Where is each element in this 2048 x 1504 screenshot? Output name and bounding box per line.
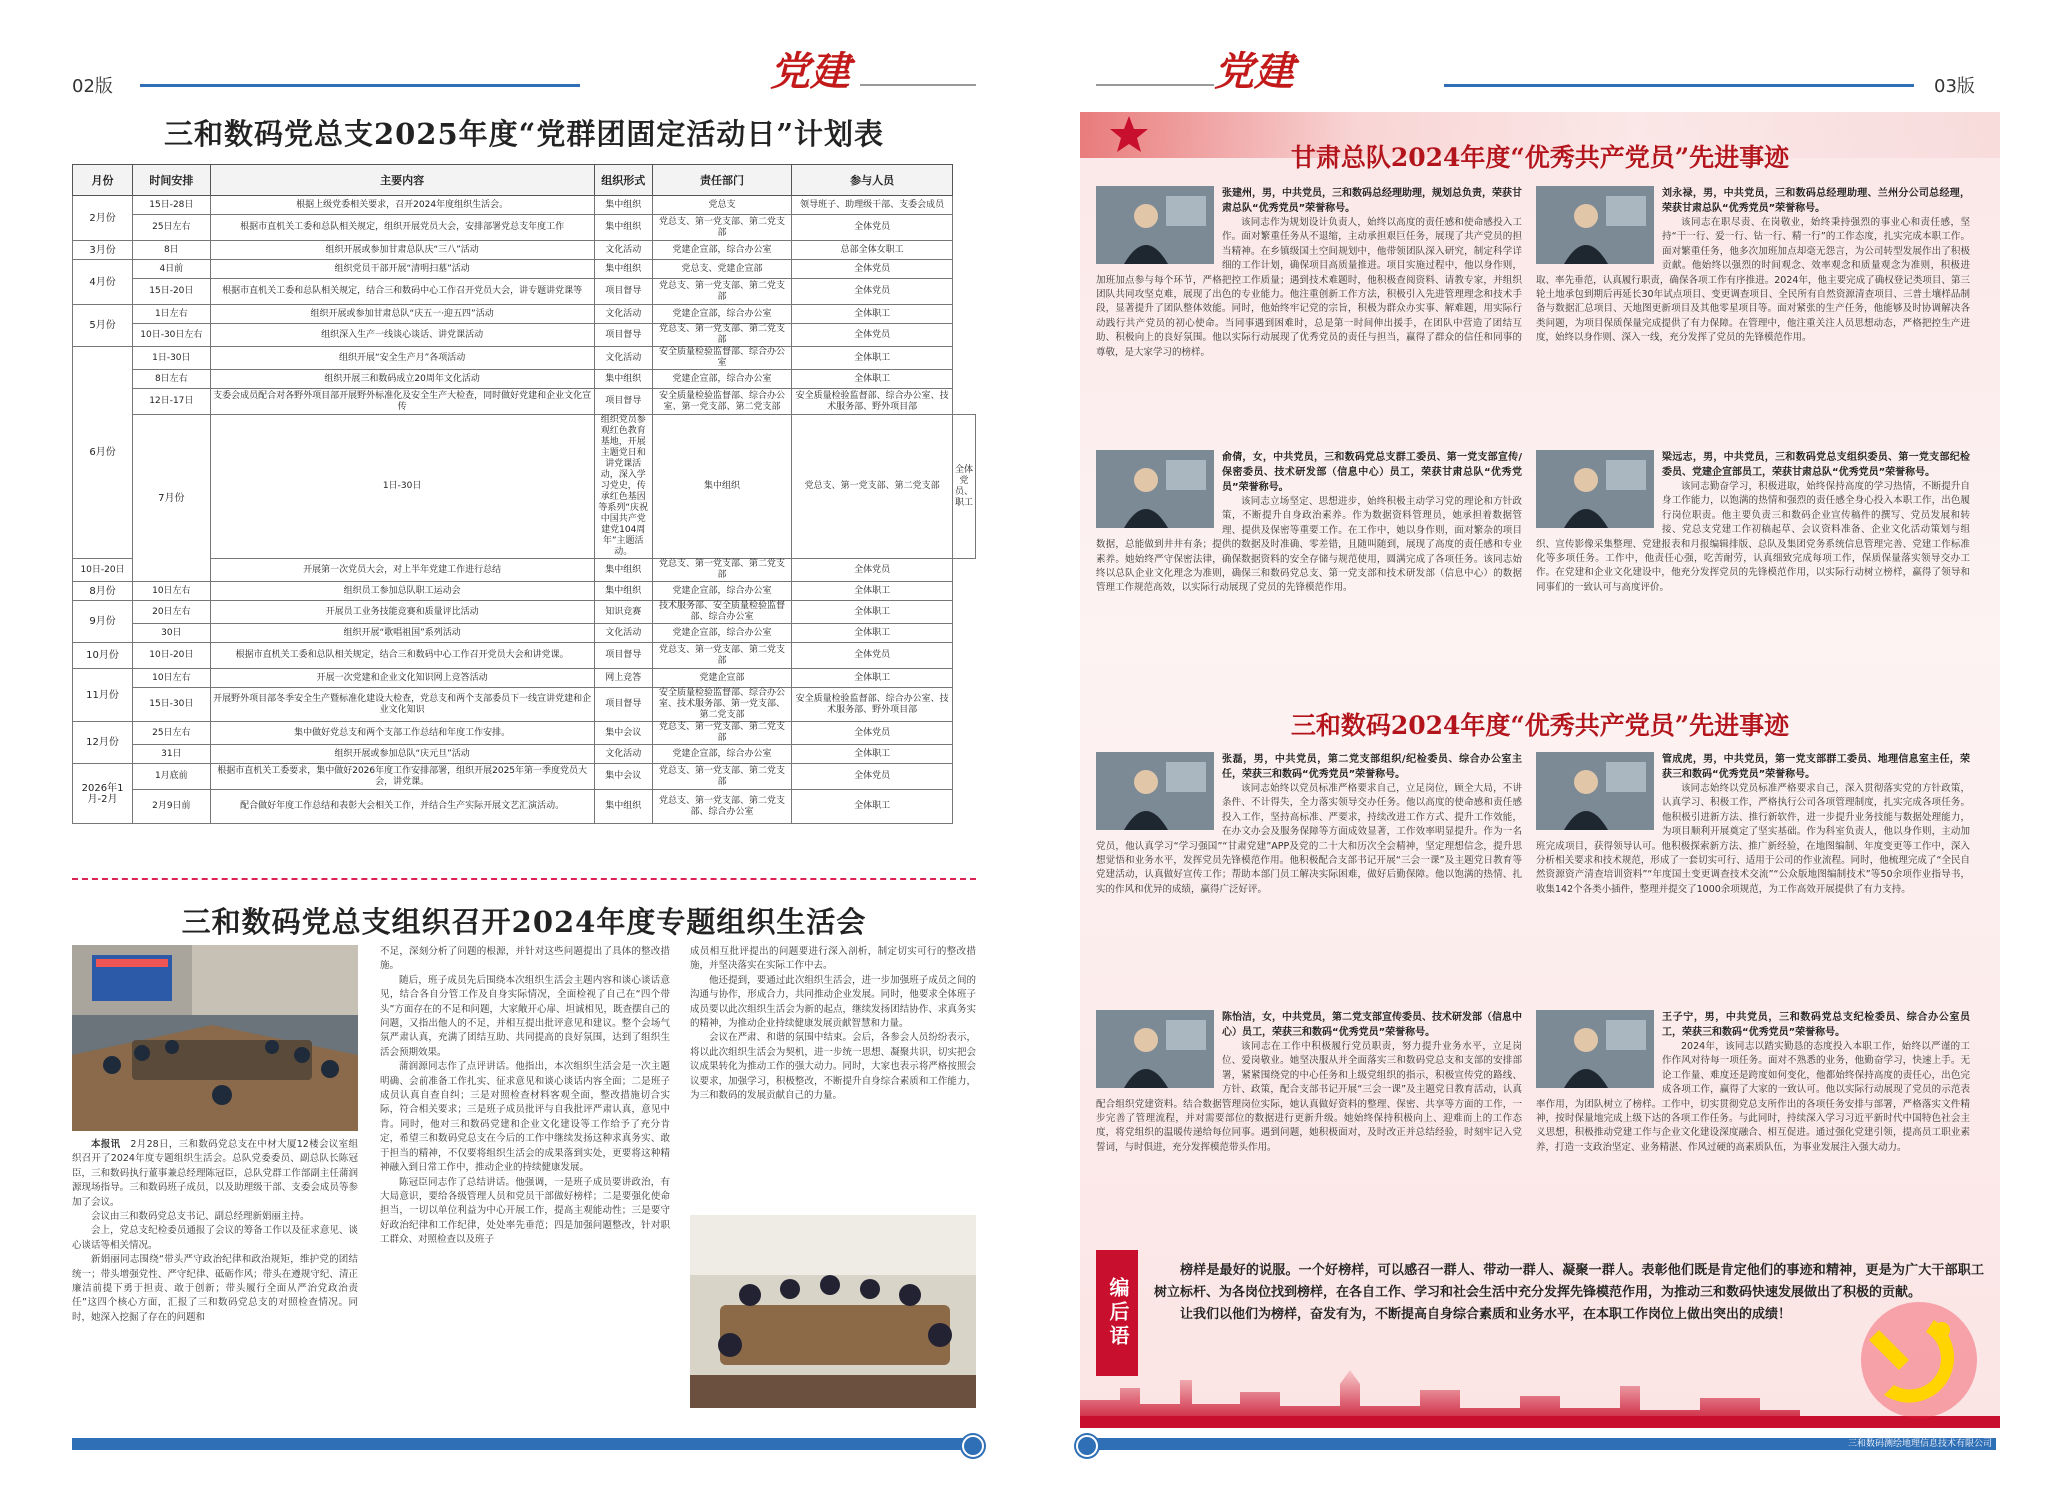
people-cell: 全体职工 [792,624,953,643]
people-cell: 全体职工 [792,745,953,764]
content-cell: 开展一次党建和企业文化知识网上竞答活动 [210,669,594,688]
content-cell: 支委会成员配合对各野外项目部开展野外标准化及安全生产大检查，同时做好党建和企业文化宣传 [210,389,594,415]
article-col3-p2: 他还提到，要通过此次组织生活会，进一步加强班子成员之间的沟通与协作，形成合力，共同推动企业发展。同时，他要求全体班子成员要以此次组织生活会为新的起点，继续发扬团结协作、求真务实的精神，为推动企业持续健康发展贡献智慧和力量。 [690,974,976,1030]
table-row [73,260,976,279]
content-cell: 组织开展或参加甘肃总队庆“三八”活动 [210,241,594,260]
month-cell: 3月份 [73,241,133,260]
heading-sanhe: 三和数码2024年度“优秀共产党员”先进事迹 [1290,711,1790,740]
bio-card [1096,450,1522,690]
time-cell: 10日-20日 [73,559,133,582]
time-cell: 2月9日前 [133,790,211,824]
table-row [73,389,976,415]
header-rule [140,84,580,87]
dept-cell: 党总支、第一党支部、第二党支部 [652,279,791,305]
time-cell: 31日 [133,745,211,764]
time-cell: 8日左右 [133,370,211,389]
portrait-photo [1536,186,1654,264]
form-cell: 项目督导 [594,688,652,722]
form-cell: 集中组织 [594,215,652,241]
meeting-photo-2-illustration [690,1215,976,1408]
form-cell: 文化活动 [594,745,652,764]
portrait-photo [1536,450,1654,528]
people-cell: 总部全体女职工 [792,241,953,260]
people-cell: 全体党员 [792,722,953,745]
plan-table-body [73,196,976,824]
article-col2-p4: 陈冠臣同志作了总结讲话。他强调，一是班子成员要讲政治，有大局意识，要给各级管理人员和党员干部做好榜样；二是要强化使命担当，一切以单位利益为中心开展工作，提高主观能动性；三是要守好政治纪律和工作纪律，处处率先垂范；四是加强问题整改，针对职工群众、对照检查以及班子 [380,1176,670,1246]
bio-intro: 梁远志，男，中共党员，三和数码党总支组织委员、第一党支部纪检委员、党建企宣部员工，荣获甘肃总队“优秀党员”荣誉称号。 [1662,452,1970,478]
dept-cell: 党总支 [652,196,791,215]
bio-intro: 陈怡洁，女，中共党员，第二党支部宣传委员、技术研发部（信息中心）员工，荣获三和数码“优秀党员”荣誉称号。 [1222,1012,1522,1038]
form-cell: 集中组织 [594,559,652,582]
section-divider [72,878,976,880]
article-col1-p3: 会上，党总支纪检委员通报了会议的筹备工作以及征求意见、谈心谈话等相关情况。 [72,1225,358,1251]
page-number: 03版 [1934,76,1975,97]
content-cell: 开展野外项目部冬季安全生产暨标准化建设大检查，党总支和两个支部委员下一线宣讲党建和企业文化知识 [210,688,594,722]
header-rule-right [860,84,976,86]
dept-cell: 党建企宣部，综合办公室 [652,370,791,389]
form-cell: 项目督导 [594,643,652,669]
month-cell: 12月份 [73,722,133,764]
bio-intro: 俞倩，女，中共党员，三和数码党总支群工委员、第一党支部宣传/保密委员、技术研发部（信息中心）员工，荣获甘肃总队“优秀党员”荣誉称号。 [1222,452,1522,493]
bio-intro: 管成虎，男，中共党员，第一党支部群工委员、地理信息室主任，荣获三和数码“优秀党员”荣誉称号。 [1662,754,1970,780]
portrait-photo [1096,752,1214,830]
bio-text: 该同志始终以党员标准严格要求自己，立足岗位，顾全大局，不讲条件、不计得失，全力落实领导交办任务。他以高度的使命感和责任感投入工作，坚持高标准、严要求，持续改进工作方式、提升工作效能，在办文办会及服务保障等方面成效显著，工作效率明显提升。作为一名党员，他认真学习“学习强国”“甘肃党建”APP及党的二十大和历次全会精神，坚定理想信念，提升思想觉悟和业务水平，发挥党员先锋模范作用。他积极配合支部书记开展“三会一课”及主题党日教育等党建活动，认真做好宣传工作；帮助本部门员工解决实际困难，做好后勤保障。他以饱满的热情、扎实的作风和优异的成绩，赢得广泛好评。 [1096,783,1522,895]
time-cell: 4日前 [133,260,211,279]
bio-card [1096,186,1522,438]
content-cell: 根据市直机关工委和总队相关规定，结合三和数码中心工作召开党员大会，讲专题讲党课等 [210,279,594,305]
dept-cell: 党总支、第一党支部、第二党支部 [652,764,791,790]
people-cell: 全体党员、职工 [953,415,976,559]
dept-cell: 党总支、第一党支部、第二党支部 [792,415,953,559]
article-col3-p3: 会议在严肃、和谐的氛围中结束。会后，各参会人员纷纷表示，将以此次组织生活会为契机，进一步统一思想、凝聚共识，切实把会议成果转化为推动工作的强大动力。同时，大家也表示将严格按照会议要求，加强学习，积极整改，不断提升自身综合素质和工作能力，为三和数码的发展贡献自己的力量。 [690,1032,976,1102]
dept-cell: 党建企宣部，综合办公室 [652,305,791,324]
article-col1-p4: 新娟丽同志围绕“带头严守政治纪律和政治规矩，维护党的团结统一；带头增强党性、严守纪律、砥砺作风；带头在遵规守纪、清正廉洁前提下勇于担责、敢于创新；带头履行全面从严治党政治责任”这四个核心方面，汇报了三和数码党总支的对照检查情况。同时，她深入挖掘了存在的问题和 [72,1254,358,1323]
portrait-photo [1536,752,1654,830]
table-row [73,624,976,643]
bio-text: 该同志立场坚定、思想进步，始终积极主动学习党的理论和方针政策，不断提升自身政治素养。作为数据资料管理员，她承担着数据管理、提供及保密等重要工作。在工作中，她以身作则，面对繁杂的项目数据，总能做到井井有条；提供的数据及时准确、零差错，且随叫随到，展现了高度的责任感和专业素养。她始终严守保密法律，确保数据资料的安全存储与规范使用，圆满完成了各项任务。该同志始终以总队企业文化理念为准则，确保三和数码党总支、第一党支部和技术研发部（信息中心）的数据管理工作规范高效，以实际行动展现了党员的先锋模范作用。 [1096,496,1522,594]
people-cell: 全体职工 [792,601,953,624]
table-row [73,347,976,370]
form-cell: 项目督导 [594,389,652,415]
bio-card [1536,752,1970,1006]
dept-cell: 技术服务部、安全质量检验监督部、综合办公室 [652,601,791,624]
people-cell: 全体党员 [792,764,953,790]
table-row [73,688,976,722]
form-cell: 文化活动 [594,624,652,643]
bio-card [1096,1010,1522,1242]
th-form: 组织形式 [594,165,652,196]
content-cell: 开展第一次党员大会，对上半年党建工作进行总结 [210,559,594,582]
form-cell: 网上竞答 [594,669,652,688]
article-col2-p3: 蒲润源同志作了点评讲话。他指出，本次组织生活会是一次主题明确、会前准备工作扎实、征求意见和谈心谈话内容全面；二是班子成员认真自查自纠；三是对照检查材料客观全面，整改措施切合实际，符合相关要求；三是班子成员批评与自我批评严肃认真，意见中肯。同时，他对三和数码党建和企业文化建设等工作给予了充分肯定，希望三和数码党总支在今后的工作中继续发扬这种求真务实、敢于担当的精神，不仅要将组织生活会的成果落到实处，更要将这种精神融入到日常工作中，推动企业的持续健康发展。 [380,1061,670,1174]
portrait-photo [1536,1010,1654,1088]
bio-intro: 张建州，男，中共党员，三和数码总经理助理，规划总负责，荣获甘肃总队“优秀党员”荣誉称号。 [1222,188,1522,214]
bio-text: 该同志在职尽责、在岗敬业，始终秉持强烈的事业心和责任感，坚持“干一行、爱一行、钻一行、精一行”的工作态度，扎实完成本职工作。面对繁重任务，他多次加班加点却毫无怨言，为公司转型发展作出了积极贡献。他始终以强烈的时间观念、效率观念和质量观念为准则，积极进取、率先垂范，认真履行职责，确保各项工作有序推进。2024年，他主要完成了确权登记类项目、第三轮土地承包到期后再延长30年试点项目、变更调查项目、全民所有自然资源清查项目、三普土壤样品制备与数据汇总项目、天地图更新项目及其他零星项目等。面对紧张的生产任务，他能够及时协调解决各类问题，为项目保质保量完成提供了有力保障。在管理中，他注重关注人员思想动态，严格把控生产进度，始终以身作则、深入一线，充分发挥了党员的先锋模范作用。 [1536,217,1970,344]
dept-cell: 党建企宣部，综合办公室 [652,582,791,601]
th-month: 月份 [73,165,133,196]
content-cell: 组织党员干部开展“清明扫墓”活动 [210,260,594,279]
header-logo: 党建 [1214,48,1294,95]
month-cell: 11月份 [73,669,133,722]
header-rule [1444,84,1914,87]
content-cell: 组织开展三和数码成立20周年文化活动 [210,370,594,389]
month-cell: 6月份 [73,347,133,559]
month-cell: 10月份 [73,643,133,669]
table-row [73,601,976,624]
form-cell: 文化活动 [594,305,652,324]
dept-cell: 党建企宣部 [652,669,791,688]
portrait-photo [1096,450,1214,528]
people-cell: 全体党员 [792,279,953,305]
content-cell: 组织深入生产一线谈心谈话、讲党课活动 [210,324,594,347]
meeting-photo-illustration [72,945,358,1131]
month-cell: 7月份 [133,415,211,582]
month-cell: 4月份 [73,260,133,305]
dept-cell: 党总支、党建企宣部 [652,260,791,279]
article-col2-text: 不足，深刻分析了问题的根源，并针对这些问题提出了具体的整改措施。 [380,946,670,972]
bio-card [1536,1010,1970,1242]
th-dept: 责任部门 [652,165,791,196]
people-cell: 全体党员 [792,559,953,582]
dept-cell: 党建企宣部，综合办公室 [652,745,791,764]
month-cell: 8月份 [73,582,133,601]
th-people: 参与人员 [792,165,953,196]
time-cell: 10日左右 [133,669,211,688]
dept-cell: 党总支、第一党支部、第二党支部 [652,722,791,745]
content-cell: 组织开展“歌唱祖国”系列活动 [210,624,594,643]
article-col2 [380,945,670,1408]
form-cell: 集中组织 [594,370,652,389]
th-time: 时间安排 [133,165,211,196]
table-row [73,324,976,347]
editor-note-label: 编后语 [1096,1250,1138,1376]
people-cell: 全体党员 [792,324,953,347]
portrait-photo [1096,1010,1214,1088]
content-cell: 根据市直机关工委要求，集中做好2026年度工作安排部署，组织开展2025年第一季度党员大会，讲党课。 [210,764,594,790]
time-cell: 20日左右 [133,601,211,624]
footer-dot [1076,1435,1098,1457]
people-cell: 领导班子、助理级干部、支委会成员 [792,196,953,215]
dept-cell: 党建企宣部，综合办公室 [652,241,791,260]
article-col1-p2: 会议由三和数码党总支书记、副总经理新娟丽主持。 [91,1211,310,1223]
month-cell: 2026年1月-2月 [73,764,133,824]
page-title: 三和数码党总支2025年度“党群团固定活动日”计划表 [163,117,885,151]
bio-text: 该同志勤奋学习，积极进取，始终保持高度的学习热情，不断提升自身工作能力，以饱满的热情和强烈的责任感全身心投入本职工作，出色履行岗位职责。他主要负责三和数码企业宣传稿件的撰写、党员发展和转接、党总支党建工作初稿起草、会议资料准备、企业文化活动策划与组织、宣传影像采集整理、党建报表和月报编辑排版、总队及集团党务系统信息管理完善、党建工作标准化等多项任务。工作中，他责任心强，吃苦耐劳，认真细致完成每项工作，保质保量落实领导交办工作。在党建和企业文化建设中，他充分发挥党员的先锋模范作用，以实际行动树立榜样，赢得了领导和同事们的一致认可与高度评价。 [1536,481,1970,593]
form-cell: 集中会议 [594,722,652,745]
form-cell: 集中会议 [594,764,652,790]
time-cell: 10日-30日左右 [133,324,211,347]
table-row [73,790,976,824]
bio-intro: 王子宁，男，中共党员，三和数码党总支纪检委员、综合办公室员工，荣获三和数码“优秀党员”荣誉称号。 [1662,1012,1970,1038]
bio-intro: 张磊，男，中共党员，第二党支部组织/纪检委员、综合办公室主任，荣获三和数码“优秀党员”荣誉称号。 [1222,754,1522,780]
bio-text: 该同志在工作中积极履行党员职责，努力提升业务水平，立足岗位、爱岗敬业。她坚决服从并全面落实三和数码党总支和支部的安排部署，紧紧围绕党的中心任务和上级党组织的指示，积极宣传党的路线、方针、政策，配合支部书记开展“三会一课”及主题党日教育活动，认真配合组织党建资料。结合数据管理岗位实际，她认真做好资料的整理、保密、共享等方面的工作，一步完善了管理流程，并对需要部位的数据进行更新升级。她始终保持积极向上、迎难而上的工作态度，将党组织的温暖传递给每位同事。遇到问题，她积极面对，及时改正并总结经验，时刻牢记入党誓词，与时俱进，充分发挥模范带头作用。 [1096,1041,1522,1153]
month-cell: 5月份 [73,305,133,347]
people-cell: 全体党员 [792,643,953,669]
footer-dot [962,1435,984,1457]
time-cell: 1日左右 [133,305,211,324]
time-cell: 25日左右 [133,722,211,745]
table-row [73,643,976,669]
people-cell: 全体职工 [792,669,953,688]
time-cell: 30日 [133,624,211,643]
table-header-row [73,165,976,196]
header-rule-left [1096,84,1214,86]
month-cell: 2月份 [73,196,133,241]
time-cell: 1月底前 [133,764,211,790]
time-cell: 15日-28日 [133,196,211,215]
form-cell: 集中组织 [594,260,652,279]
table-row [73,215,976,241]
dept-cell: 党总支、第一党支部、第二党支部 [652,324,791,347]
bio-card [1536,186,1970,438]
form-cell: 集中组织 [594,196,652,215]
people-cell: 全体职工 [792,582,953,601]
footer-bar [72,1438,972,1450]
form-cell: 集中组织 [594,582,652,601]
people-cell: 全体职工 [792,347,953,370]
dept-cell: 党总支、第一党支部、第二党支部 [652,643,791,669]
form-cell: 集中组织 [594,790,652,824]
bio-text: 2024年，该同志以踏实勤恳的态度投入本职工作，始终以严谨的工作作风对待每一项任务。面对不熟悉的业务，他勤奋学习，快速上手。无论工作量、难度还是跨度如何变化，他都始终保持高度的责任心，出色完成各项工作，赢得了大家的一致认可。他以实际行动展现了党员的示范表率作用，为团队树立了榜样。工作中，切实贯彻党总支所作出的各项任务安排与部署，严格落实文件精神，按时保量地完成上级下达的各项工作任务。与此同时，持续深入学习习近平新时代中国特色社会主义思想，积极推动党建工作与企业文化建设深度融合、相互促进。通过强化党建引领，提高员工职业素养，打造一支政治坚定、业务精湛、作风过硬的高素质队伍，为事业发展注入强大动力。 [1536,1041,1970,1153]
people-cell: 全体党员 [792,260,953,279]
article-col2-p2: 随后，班子成员先后围绕本次组织生活会主题内容和谈心谈话意见，结合各自分管工作及自身实际情况，全面检视了自己在“四个带头”方面存在的不足和问题，大家敞开心扉、坦诚相见，既查摆自己的问题，又指出他人的不足，并相互提出批评意见和建议。整个会场气氛严肃认真，充满了团结互助、共同提高的良好氛围，达到了组织生活会预期效果。 [380,974,670,1058]
dept-cell: 安全质量检验监督部、综合办公室、技术服务部、第一党支部、第二党支部 [652,688,791,722]
table-row [73,669,976,688]
bio-text: 该同志始终以党员标准严格要求自己，深入贯彻落实党的方针政策，认真学习、积极工作，严格执行公司各项管理制度，扎实完成各项任务。他积极引进新方法、推行新软件，进一步提升业务技能与数据处理能力，为项目顺利开展奠定了坚实基础。作为科室负责人，他以身作则，主动加班完成项目，获得领导认可。他积极探索新方法、推广新经验，在地图编制、年度变更等工作中，深入分析相关要求和技术规范，形成了一套切实可行、适用于公司的作业流程。同时，他梳理完成了“全民自然资源资产清查培训资料”“年度国土变更调查技术交流”“公众版地图编制技术”等50余项作业指导书，收集142个各类小插件，整理并提交了1000余项规范，为工作高效开展提供了有力支持。 [1536,783,1970,895]
dept-cell: 安全质量检验监督部、综合办公室、第一党支部、第二党支部 [652,389,791,415]
content-cell: 配合做好年度工作总结和表彰大会相关工作，并结合生产实际开展文艺汇演活动。 [210,790,594,824]
table-row [73,196,976,215]
content-cell: 根据市直机关工委和总队相关规定，结合三和数码中心工作召开党员大会和讲党课。 [210,643,594,669]
meeting-photo [72,945,358,1131]
people-cell: 全体党员 [792,215,953,241]
dept-cell: 党总支、第一党支部、第二党支部、综合办公室 [652,790,791,824]
table-row [73,764,976,790]
form-cell: 集中组织 [652,415,791,559]
time-cell: 8日 [133,241,211,260]
plan-table [72,164,976,824]
table-row [73,745,976,764]
time-cell: 10日-20日 [133,643,211,669]
form-cell: 项目督导 [594,279,652,305]
content-cell: 根据上级党委相关要求，召开2024年度组织生活会。 [210,196,594,215]
bio-intro: 刘永禄，男，中共党员，三和数码总经理助理、兰州分公司总经理，荣获甘肃总队“优秀党员”荣誉称号。 [1662,188,1970,214]
time-cell: 15日-20日 [133,279,211,305]
editor-note-p2: 让我们以他们为榜样，奋发有为，不断提高自身综合素质和业务水平，在本职工作岗位上做出突出的成绩！ [1180,1307,1792,1322]
people-cell: 安全质量检验监督部、综合办公室、技术服务部、野外项目部 [792,389,953,415]
time-cell: 1日-30日 [133,347,211,370]
bio-text: 该同志作为规划设计负责人，始终以高度的责任感和使命感投入工作。面对繁重任务从不退缩，主动承担艰巨任务，展现了共产党员的担当精神。在乡镇级国土空间规划中，他带领团队深入研究，制定科学详细的工作计划，确保项目高质量推进。项目实施过程中，他以身作则，加班加点参与每个环节，严格把控工作质量；遇到技术难题时，他积极查阅资料、请教专家，并组织团队共同攻坚克难，展现了出色的专业能力。他注重创新工作方法，积极引入先进管理理念和技术手段，显著提升了团队整体效能。同时，他始终牢记党的宗旨，积极为群众办实事、解难题，用实际行动践行共产党员的初心使命。当同事遇到困难时，总是第一时间伸出援手，在团队中营造了团结互助、积极向上的良好氛围。他以实际行动展现了优秀党员的责任与担当，赢得了群众的信任和同事的尊敬，是大家学习的榜样。 [1096,217,1522,358]
content-cell: 开展员工业务技能竞赛和质量评比活动 [210,601,594,624]
table-row [73,305,976,324]
article-title: 三和数码党总支组织召开2024年度专题组织生活会 [181,905,867,939]
portrait-photo [1096,186,1214,264]
th-content: 主要内容 [210,165,594,196]
time-cell: 15日-30日 [133,688,211,722]
content-cell: 组织开展或参加甘肃总队“庆五一·迎五四”活动 [210,305,594,324]
article-col3 [690,945,976,1205]
dept-cell: 党总支、第一党支部、第二党支部 [652,215,791,241]
form-cell: 项目督导 [594,324,652,347]
time-cell: 1日-30日 [210,415,594,559]
people-cell: 全体职工 [792,305,953,324]
dept-cell: 安全质量检验监督部、综合办公室 [652,347,791,370]
bio-card [1536,450,1970,690]
dept-cell: 党建企宣部，综合办公室 [652,624,791,643]
heading-gansu: 甘肃总队2024年度“优秀共产党员”先进事迹 [1290,143,1790,172]
table-row [73,241,976,260]
article-col1-text: 2月28日，三和数码党总支在中材大厦12楼会议室组织召开了2024年度专题组织生活会。总队党委委员、副总队长陈冠臣，三和数码执行董事兼总经理陈冠臣，总队党群工作部副主任蒲润源现场指导。三和数码班子成员，以及助理级干部、支委会成员等参加了会议。 [72,1139,358,1208]
time-cell: 10日左右 [133,582,211,601]
form-cell: 文化活动 [594,347,652,370]
right-page [1024,0,2048,1504]
people-cell: 安全质量检验监督部、综合办公室、技术服务部、野外项目部 [792,688,953,722]
table-row [73,415,976,559]
meeting-photo-2 [690,1215,976,1408]
dept-cell: 党总支、第一党支部、第二党支部 [652,559,791,582]
form-cell: 文化活动 [594,241,652,260]
month-cell: 9月份 [73,601,133,643]
people-cell: 全体职工 [792,370,953,389]
header-logo: 党建 [770,48,850,95]
article-lead: 本报讯 [91,1139,121,1150]
time-cell: 25日左右 [133,215,211,241]
form-cell: 知识竞赛 [594,601,652,624]
time-cell: 12日-17日 [133,389,211,415]
table-row [73,582,976,601]
content-cell: 根据市直机关工委和总队相关规定，组织开展党员大会，安排部署党总支年度工作 [210,215,594,241]
content-cell: 组织开展或参加总队“庆元旦”活动 [210,745,594,764]
people-cell: 全体职工 [792,790,953,824]
table-row [73,279,976,305]
article-col1 [72,1138,358,1408]
party-emblem-icon [1854,1300,1984,1420]
bio-card [1096,752,1522,1006]
content-cell: 组织党员参观红色教育基地，开展主题党日和讲党课活动，深入学习党史，传承红色基因等系列“庆祝中国共产党建党104周年”主题活动。 [594,415,652,559]
table-row [73,370,976,389]
content-cell: 集中做好党总支和两个支部工作总结和年度工作安排。 [210,722,594,745]
footer-company: 三和数码测绘地理信息技术有限公司 [1847,1439,1992,1449]
editor-note-p1: 榜样是最好的说服。一个好榜样，可以感召一群人、带动一群人、凝聚一群人。表彰他们既是肯定他们的事迹和精神，更是为广大干部职工树立标杆、为各岗位找到榜样，在各自工作、学习和社会生活中充分发挥先锋模范作用，为推动三和数码快速发展做出了积极的贡献。 [1154,1263,1984,1300]
page-number: 02版 [72,76,113,97]
content-cell: 组织员工参加总队职工运动会 [210,582,594,601]
table-row [73,722,976,745]
content-cell: 组织开展“安全生产月”各项活动 [210,347,594,370]
article-col3-text: 成员相互批评提出的问题要进行深入剖析，制定切实可行的整改措施，并坚决落实在实际工作中去。 [690,946,976,972]
